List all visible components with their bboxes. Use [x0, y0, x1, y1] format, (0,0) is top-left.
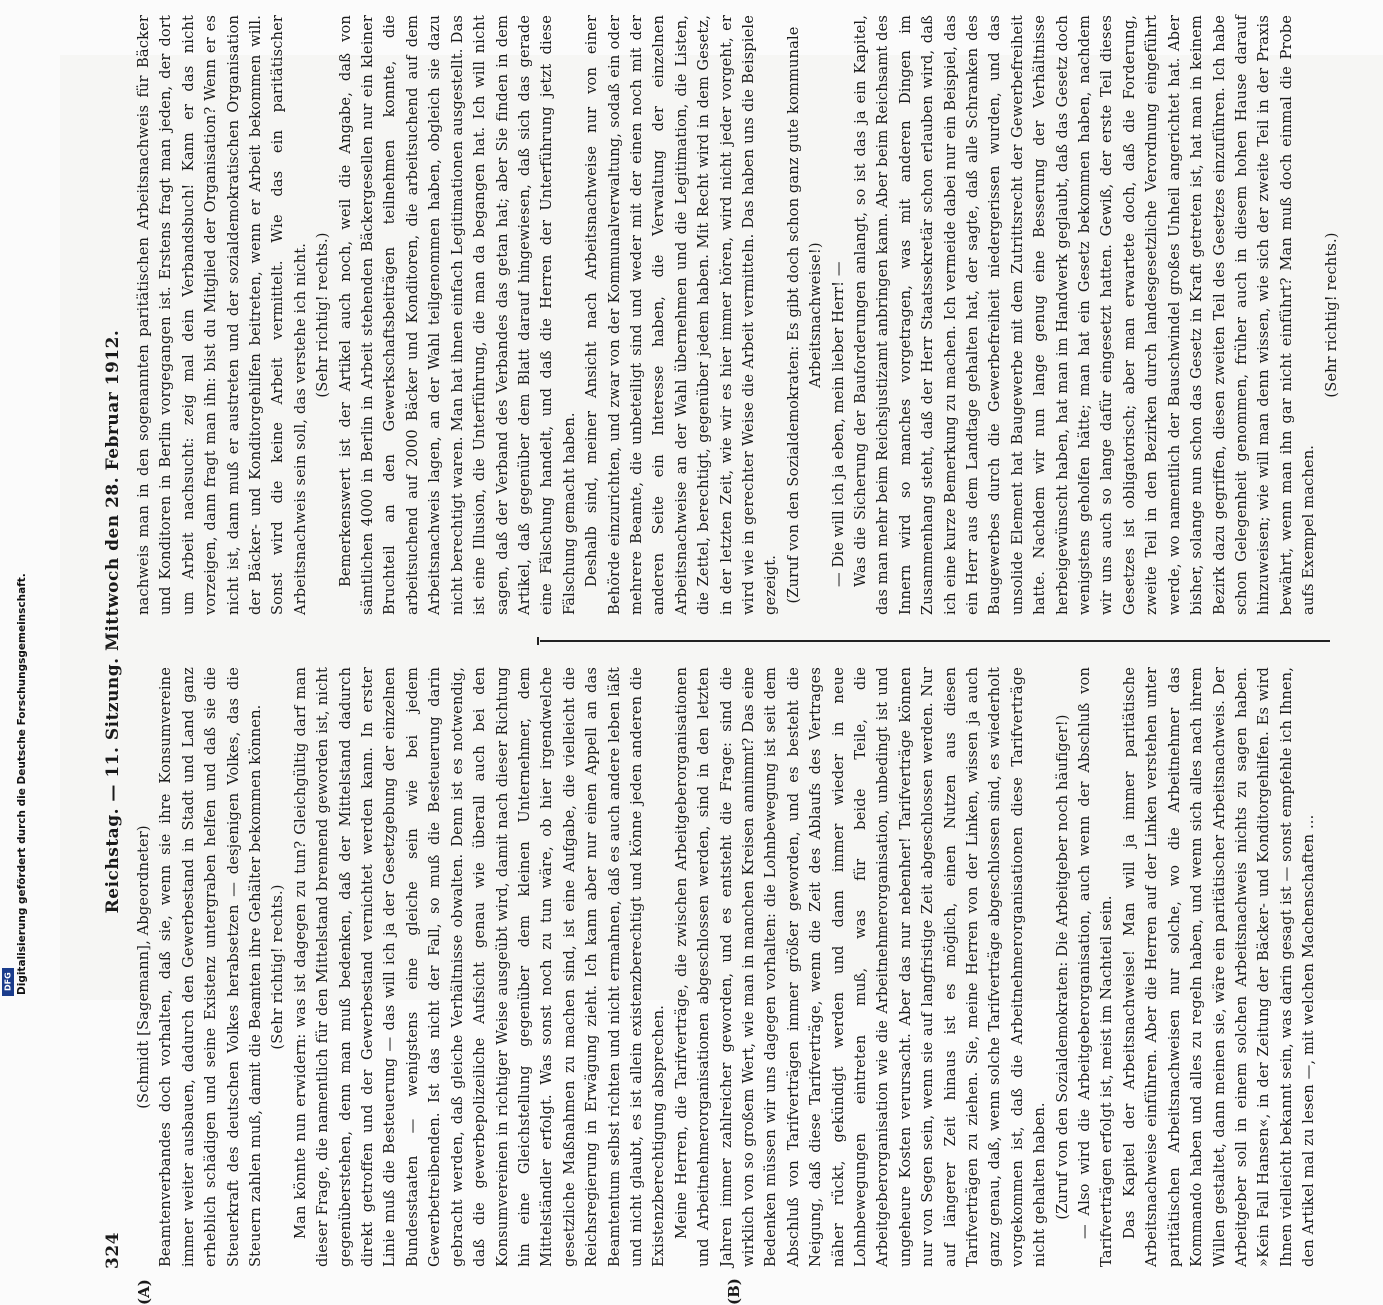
paragraph: Meine Herren, die Tarifverträge, die zwischen Arbeitgeberorganisationen und Arbeitnehmerorganisationen abgeschlossen werden, sind in den letzten Jahren immer zahlreicher geworden, und es entsteht die Frage: sind die wirklich von so großem Wert, wie man in manchen Kreisen annimmt? Das eine Bedenken müssen wir uns dagegen vorhalten: die Lohnbewegung ist seit dem Abschluß von Tarifverträgen immer größer geworden, und es besteht die Neigung, daß diese Tarifverträge, wenn die Zeit des Ablaufs des Vertrages näher rückt, gekündigt werden und dann immer wieder in neue Lohnbewegungen eintreten muß, was für beide Teile, die Arbeitgeberorganisation wie die Arbeitnehmerorganisation, unbedingt ist und ungeheure Kosten verursacht. Aber das nur nebenher! Tarifverträge können nur von Segen sein, wenn sie auf langfristige Zeit abgeschlossen werden. Nur auf längerer Zeit hinaus ist es möglich, einen Nutzen aus diesen Tarifverträgen zu ziehen. Sie, meine Herren von der Linken, wissen ja auch ganz genau, daß, wenn solche Tarifverträge abgeschlossen sind, es wiederholt vorgekommen ist, daß die Arbeitnehmerorganisationen diese Tarifverträge nicht gehalten haben.	[672, 667, 1049, 1267]
paragraph: — Die will ich ja eben, mein lieber Herr! —	[829, 261, 847, 587]
paragraph: Man könnte nun erwidern: was ist dagegen zu tun? Gleichgültig darf man dieser Frage, die namentlich für den Mittelstand brennend geworden ist, nicht gegenüberstehen, denn man muß bedenken, daß der Mittelstand dadurch direkt getroffen und der Gewerbestand vernichtet werden kann. In erster Linie muß die Besteuerung — das will ich ja der Gesetzgebung der einzelnen Bundesstaaten — wenigstens eine gleiche sein wie bei jedem Gewerbetreibenden. Ist das nicht der Fall, so muß die Besteuerung darin gebracht werden, daß gleiche Verhältnisse obwalten. Denn ist es notwendig, daß die gewerbepolizeiliche Aufsicht genau wie überall auch bei den Konsumvereinen in richtiger Weise ausgeübt wird, damit nach dieser Richtung hin eine Gleichstellung gegenüber dem kleinen Unternehmer, dem Mittelständler erfolgt. Was sonst noch zu tun wäre, ob hier irgendwelche gesetzliche Maßnahmen zu machen sind, ist eine Aufgabe, die vielleicht die Reichsregierung in Erwägung zieht. Ich kann aber nur einen Appell an das Beamtentum selbst richten und nicht ermahnen, daß es auch andere leben läßt und nicht glaubt, es ist allein existenzberechtigt und könne jeden anderen die Existenzberechtigung absprechen.	[291, 667, 668, 1267]
scanned-page	[60, 15, 1383, 1305]
right-column	[133, 15, 1343, 615]
paragraph: — Also wird die Arbeitgeberorganisation, auch wenn der Abschluß von Tarifverträgen erfolgt ist, meist im Nachteil sein.	[1076, 667, 1116, 1267]
margin-mark-b: (B)	[725, 1278, 743, 1305]
dfg-logo: DFG	[2, 968, 14, 996]
column-rule-cap	[537, 637, 539, 645]
interjection: (Zuruf von den Sozialdemokraten: Es gibt doch schon ganz gute kommunale Arbeitsnachweise!)	[784, 26, 825, 604]
column-divider	[540, 640, 1330, 642]
paragraph: nachweis man in den sogenannten paritätischen Arbeitsnachweis für Bäcker und Konditoren in Berlin vorgegangen ist. Erstens fragt man jeden, der dort um Arbeit nachsucht: zeig mal dein Verbandsbuch! Kann er das nicht vorzeigen, dann fragt man ihn: bist du Mitglied der Organisation? Wenn er es nicht ist, dann muß er austreten und der sozialdemokratischen Organisation der Bäcker- und Konditorgehilfen beitreten, wenn er Arbeit bekommen will. Sonst wird die keine Arbeit vermittelt. Wie das ein paritätischer Arbeitsnachweis sein soll, das verstehe ich nicht.	[135, 15, 309, 615]
paragraph: Bemerkenswert ist der Artikel auch noch, weil die Angabe, daß von sämtlichen 4000 in Berlin in Arbeit stehenden Bäckergesellen nur ein kleiner Bruchteil an den Gewerkschaftsbeiträgen teilnehmen konnte, die arbeitsuchend auf 2000 Bäcker und Konditoren, die arbeitsuchend auf dem Arbeitsnachweis lagen, an der Wahl teilgenommen haben, obgleich sie dazu nicht berechtigt waren. Man hat ihnen einfach Legitimationen ausgestellt. Das ist eine Illusion, die Unterführung, die man da begangen hat. Ich will nicht sagen, daß der Verband des Verbandes das getan hat; aber Sie finden in dem Artikel, daß gegenüber dem Blatt darauf hingewiesen, daß sich das gerade eine Fälschung handelt, und daß die Herren der Unterführung jetzt diese Fälschung gemacht haben.	[336, 15, 578, 615]
page-number: 324	[103, 1232, 123, 1269]
paragraph: Deshalb sind, meiner Ansicht nach Arbeitsnachweise nur von einer Behörde einzurichten, und zwar von der Kommunalverwaltung, sodaß ein oder mehrere Beamte, die unbeteiligt sind und weder mit der einen noch mit der anderen Seite ein Interesse haben, die Verwaltung der einzelnen Arbeitsnachweise an der Wahl übernehmen und die Legitimation, die Listen, die Zettel, berechtigt, gegenüber jedem haben. Mit Recht wird in dem Gesetz, in der letzten Zeit, wie wir es hier immer hören, wird nicht jeder vorgeht, er wird wie in gerechter Weise die Arbeit vermitteln. Das haben uns die Beispiele gezeigt.	[583, 15, 780, 615]
speaker-line: (Schmidt [Sagemann], Abgeordneter)	[135, 825, 152, 1109]
interjection: (Zuruf von den Sozialdemokraten: Die Arbeitgeber noch häufiger!)	[1053, 714, 1071, 1220]
digitization-credit: Digitalisierung gefördert durch die Deutsche Forschungsgemeinschaft.	[16, 573, 28, 995]
paragraph: Das Kapitel der Arbeitsnachweise! Man will ja immer paritätische Arbeitsnachweise einführen. Aber die Herren auf der Linken verstehen unter paritätischen Arbeitsnachweisen nur solche, wo die Arbeitnehmer das Kommando haben und alles zu regeln haben, und wenn sich alles nach ihrem Willen gestaltet, dann meinen sie, wäre ein paritätischer Arbeitsnachweis. Der Arbeitgeber soll in einem solchen Arbeitsnachweis nichts zu sagen haben. »Kein Fall Hansen«, in der Zeitung der Bäcker- und Konditorgehilfen. Es wird Ihnen vielleicht bekannt sein, was darin gesagt ist — sonst empfehle ich Ihnen, den Artikel mal zu lesen —, mit welchen Machenschaften ...	[1120, 667, 1318, 1267]
paragraph: Beamtenverbandes doch vorhalten, daß sie, wenn sie ihre Konsumvereine immer weiter ausbauen, dadurch den Gewerbestand in Stadt und Land ganz erheblich schädigen und seine Existenz untergraben helfen und daß sie die Steuerkraft des deutschen Volkes herabsetzen — desjenigen Volkes, das die Steuern zahlen muß, damit die Beamten ihre Gehälter bekommen können.	[157, 667, 265, 1267]
margin-mark-a: (A)	[135, 1279, 153, 1305]
left-column	[133, 667, 1321, 1267]
rotated-page	[85, 5, 1340, 1305]
interjection: (Sehr richtig! rechts.)	[314, 232, 332, 398]
interjection: (Sehr richtig! rechts.)	[269, 884, 287, 1050]
paragraph: Was die Sicherung der Bauforderungen anlangt, so ist das ja ein Kapitel, das man mehr beim Reichsjustizamt anbringen kann. Aber beim Reichsamt des Innern wird so manches vorgetragen, was mit anderen Dingen im Zusammenhang steht, daß der Herr Staatssekretär schon erlauben wird, daß ich eine kurze Bemerkung zu machen. Ich vermeide dabei nur ein Beispiel, das ein Herr aus dem Landtage gehalten hat, der sagte, daß alle Schranken des Baugewerbes durch die Gewerbefreiheit niedergerissen wurden, und das unsolide Element hat Baugewerbe mit dem Zutrittsrecht der Gewerbefreiheit hatte. Nachdem wir nun lange genug eine Besserung der Verhältnisse herbeigewünscht haben, hat man im Handwerk geglaubt, daß das Gesetz doch wenigstens geholfen hätte; man hat ein Gesetz bekommen haben, nachdem wir uns auch so lange dafür eingesetzt hatten. Gewiß, der erste Teil dieses Gesetzes ist obligatorisch; aber man erwartete doch, daß die Forderung, zweite Teil in den Bezirken durch landesgesetzliche Verordnung eingeführt werde, wo namentlich der Bauschwindel großes Unheil angerichtet hat. Aber bisher, solange nun schon das Gesetz in Kraft getreten ist, hat man in keinem Bezirk dazu gegriffen, diesen zweiten Teil des Gesetzes einzuführen. Ich habe schon Gelegenheit genommen, früher auch in diesem hohen Hause darauf hinzuweisen; wie will man denn wissen, wie sich der zweite Teil in der Praxis bewährt, wenn man ihn gar nicht einführt? Man muß doch einmal die Probe aufs Exempel machen.	[852, 15, 1318, 615]
interjection: (Sehr richtig! rechts.)	[1322, 232, 1340, 398]
page-title: Reichstag. — 11. Sitzung. Mittwoch den 28. Februar 1912.	[103, 329, 123, 914]
side-credit	[0, 0, 60, 1000]
page-header	[85, 5, 124, 1275]
